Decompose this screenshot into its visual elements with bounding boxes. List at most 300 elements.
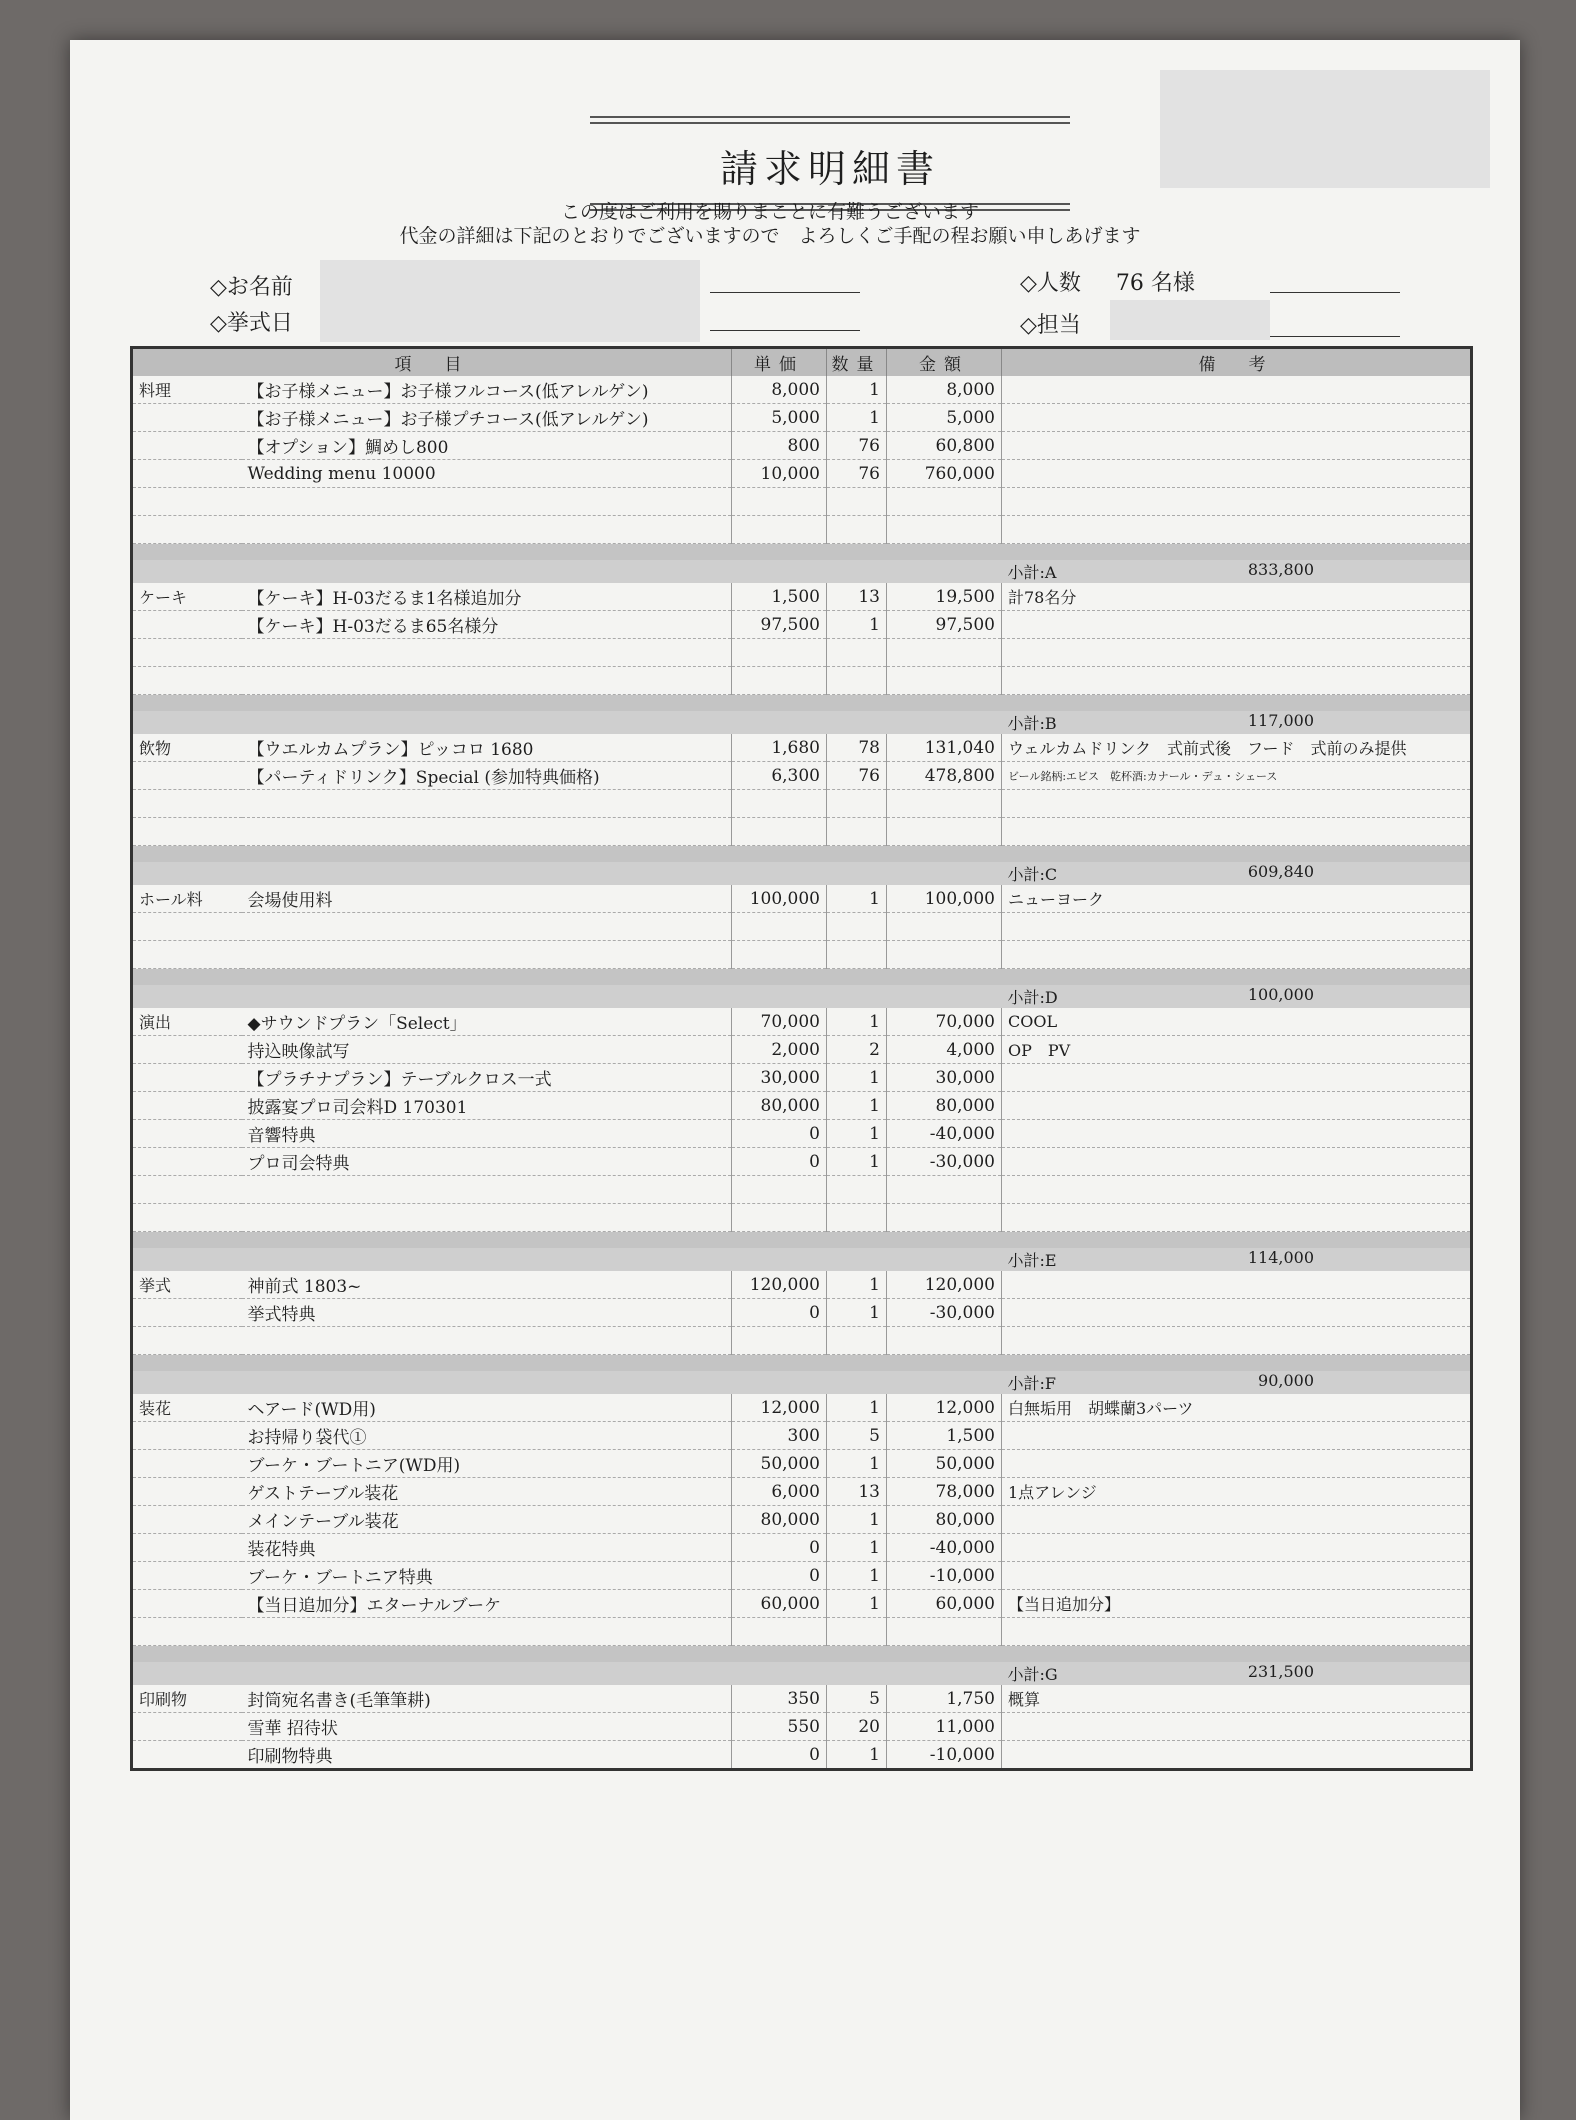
subtotal-value: 609,840 bbox=[1247, 862, 1314, 881]
blank-row bbox=[132, 1176, 1472, 1204]
blank-row bbox=[132, 790, 1472, 818]
row-qty: 1 bbox=[827, 1148, 887, 1176]
row-category bbox=[132, 1064, 242, 1092]
blank-cell bbox=[242, 1327, 732, 1355]
table-row bbox=[132, 611, 1472, 639]
subtotal bbox=[1002, 1371, 1472, 1394]
table-row bbox=[132, 1422, 1472, 1450]
row-qty: 1 bbox=[827, 1562, 887, 1590]
row-item-name: ◆サウンドプラン「Select」 bbox=[242, 1008, 732, 1036]
row-qty: 1 bbox=[827, 1534, 887, 1562]
row-amount: 8,000 bbox=[887, 376, 1002, 404]
row-item-name: 【お子様メニュー】お子様プチコース(低アレルゲン) bbox=[242, 404, 732, 432]
blank-cell bbox=[732, 488, 827, 516]
row-remarks bbox=[1002, 404, 1472, 432]
blank-cell bbox=[132, 818, 242, 846]
row-amount: 1,500 bbox=[887, 1422, 1002, 1450]
subtotal bbox=[1002, 1248, 1472, 1271]
row-category bbox=[132, 404, 242, 432]
blank-cell bbox=[732, 941, 827, 969]
row-qty: 1 bbox=[827, 611, 887, 639]
row-category bbox=[132, 460, 242, 488]
row-amount: 12,000 bbox=[887, 1394, 1002, 1422]
row-qty: 1 bbox=[827, 404, 887, 432]
row-unit-price: 70,000 bbox=[732, 1008, 827, 1036]
blank-cell bbox=[827, 1327, 887, 1355]
table-row bbox=[132, 1148, 1472, 1176]
row-category bbox=[132, 1120, 242, 1148]
row-remarks: OP PV bbox=[1002, 1036, 1472, 1064]
table-row bbox=[132, 734, 1472, 762]
blank-cell bbox=[1002, 818, 1472, 846]
table-row bbox=[132, 1685, 1472, 1713]
blank-cell bbox=[1002, 1204, 1472, 1232]
row-category bbox=[132, 1741, 242, 1770]
row-unit-price: 1,680 bbox=[732, 734, 827, 762]
row-item-name: 【オプション】鯛めし800 bbox=[242, 432, 732, 460]
row-amount: 97,500 bbox=[887, 611, 1002, 639]
blank-cell bbox=[242, 639, 732, 667]
table-row bbox=[132, 1562, 1472, 1590]
section-divider bbox=[132, 695, 1472, 712]
row-item-name: 挙式特典 bbox=[242, 1299, 732, 1327]
blank-cell bbox=[732, 790, 827, 818]
row-amount: 478,800 bbox=[887, 762, 1002, 790]
guest-count-label: ◇人数 76 名様 bbox=[1020, 271, 1195, 296]
subtotal bbox=[1002, 1662, 1472, 1685]
row-remarks: 概算 bbox=[1002, 1685, 1472, 1713]
row-category bbox=[132, 1534, 242, 1562]
blank-cell bbox=[827, 941, 887, 969]
subtotal-pad bbox=[132, 985, 1002, 1008]
row-amount: 5,000 bbox=[887, 404, 1002, 432]
row-qty: 1 bbox=[827, 1506, 887, 1534]
redacted-date bbox=[320, 302, 700, 342]
row-unit-price: 350 bbox=[732, 1685, 827, 1713]
subtotal-row bbox=[132, 1371, 1472, 1394]
row-category: 演出 bbox=[132, 1008, 242, 1036]
row-unit-price: 12,000 bbox=[732, 1394, 827, 1422]
subtotal-value: 833,800 bbox=[1247, 560, 1314, 579]
row-amount: 80,000 bbox=[887, 1506, 1002, 1534]
blank-cell bbox=[242, 516, 732, 544]
blank-cell bbox=[242, 1176, 732, 1204]
section-divider bbox=[132, 1232, 1472, 1249]
row-remarks bbox=[1002, 1450, 1472, 1478]
row-category: 料理 bbox=[132, 376, 242, 404]
name-label: ◇お名前 bbox=[210, 275, 293, 300]
row-item-name: 【ウエルカムプラン】ピッコロ 1680 bbox=[242, 734, 732, 762]
row-category: ケーキ bbox=[132, 583, 242, 611]
row-category bbox=[132, 1713, 242, 1741]
row-unit-price: 100,000 bbox=[732, 885, 827, 913]
row-unit-price: 0 bbox=[732, 1299, 827, 1327]
section-divider bbox=[132, 969, 1472, 986]
row-unit-price: 300 bbox=[732, 1422, 827, 1450]
redacted-box bbox=[1160, 70, 1490, 188]
row-qty: 5 bbox=[827, 1422, 887, 1450]
table-row bbox=[132, 1092, 1472, 1120]
row-category bbox=[132, 1562, 242, 1590]
blank-cell bbox=[242, 913, 732, 941]
row-remarks bbox=[1002, 460, 1472, 488]
blank-cell bbox=[1002, 1327, 1472, 1355]
table-row bbox=[132, 1590, 1472, 1618]
row-category: ホール料 bbox=[132, 885, 242, 913]
subtotal-value: 231,500 bbox=[1247, 1662, 1314, 1681]
row-amount: 120,000 bbox=[887, 1271, 1002, 1299]
blank-cell bbox=[827, 516, 887, 544]
row-amount: 11,000 bbox=[887, 1713, 1002, 1741]
row-unit-price: 0 bbox=[732, 1120, 827, 1148]
row-category: 挙式 bbox=[132, 1271, 242, 1299]
blank-cell bbox=[887, 488, 1002, 516]
subtotal-row bbox=[132, 862, 1472, 885]
table-row bbox=[132, 376, 1472, 404]
row-remarks bbox=[1002, 1422, 1472, 1450]
table-row bbox=[132, 1064, 1472, 1092]
blank-row bbox=[132, 1618, 1472, 1646]
table-row bbox=[132, 432, 1472, 460]
row-item-name: 雪華 招待状 bbox=[242, 1713, 732, 1741]
blank-cell bbox=[242, 667, 732, 695]
divider-band bbox=[132, 695, 1472, 712]
row-amount: -30,000 bbox=[887, 1299, 1002, 1327]
row-category bbox=[132, 1148, 242, 1176]
row-remarks: 1点アレンジ bbox=[1002, 1478, 1472, 1506]
row-amount: 1,750 bbox=[887, 1685, 1002, 1713]
blank-cell bbox=[732, 913, 827, 941]
row-unit-price: 50,000 bbox=[732, 1450, 827, 1478]
table-row bbox=[132, 460, 1472, 488]
row-unit-price: 30,000 bbox=[732, 1064, 827, 1092]
table-row bbox=[132, 1478, 1472, 1506]
blank-row bbox=[132, 516, 1472, 544]
row-unit-price: 2,000 bbox=[732, 1036, 827, 1064]
staff-label: ◇担当 bbox=[1020, 313, 1081, 338]
blank-cell bbox=[827, 1176, 887, 1204]
blank-cell bbox=[887, 516, 1002, 544]
row-remarks bbox=[1002, 1562, 1472, 1590]
row-amount: 70,000 bbox=[887, 1008, 1002, 1036]
blank-cell bbox=[732, 1618, 827, 1646]
blank-cell bbox=[887, 1327, 1002, 1355]
row-remarks bbox=[1002, 1534, 1472, 1562]
blank-cell bbox=[1002, 941, 1472, 969]
blank-cell bbox=[887, 667, 1002, 695]
row-qty: 1 bbox=[827, 1271, 887, 1299]
table-row bbox=[132, 1299, 1472, 1327]
subtotal-label: 小計:B bbox=[1007, 714, 1057, 733]
section-divider bbox=[132, 1646, 1472, 1663]
row-qty: 1 bbox=[827, 1008, 887, 1036]
subtotal-row bbox=[132, 1248, 1472, 1271]
row-category: 装花 bbox=[132, 1394, 242, 1422]
row-category bbox=[132, 762, 242, 790]
row-unit-price: 0 bbox=[732, 1741, 827, 1770]
table-row bbox=[132, 1713, 1472, 1741]
blank-row bbox=[132, 1204, 1472, 1232]
subtotal-pad bbox=[132, 560, 1002, 583]
blank-cell bbox=[132, 1176, 242, 1204]
row-item-name: 音響特典 bbox=[242, 1120, 732, 1148]
table-row bbox=[132, 1271, 1472, 1299]
blank-cell bbox=[887, 1204, 1002, 1232]
table-row bbox=[132, 1741, 1472, 1770]
blank-cell bbox=[132, 639, 242, 667]
row-qty: 20 bbox=[827, 1713, 887, 1741]
section-divider bbox=[132, 544, 1472, 561]
blank-cell bbox=[132, 516, 242, 544]
table-row bbox=[132, 1506, 1472, 1534]
blank-cell bbox=[132, 790, 242, 818]
row-item-name: 【プラチナプラン】テーブルクロス一式 bbox=[242, 1064, 732, 1092]
row-item-name: お持帰り袋代① bbox=[242, 1422, 732, 1450]
row-category: 飲物 bbox=[132, 734, 242, 762]
table-header: 項 目 単価 数量 金額 備 考 bbox=[132, 348, 1472, 377]
row-unit-price: 10,000 bbox=[732, 460, 827, 488]
row-amount: 78,000 bbox=[887, 1478, 1002, 1506]
row-item-name: Wedding menu 10000 bbox=[242, 460, 732, 488]
row-unit-price: 1,500 bbox=[732, 583, 827, 611]
row-qty: 1 bbox=[827, 376, 887, 404]
blank-cell bbox=[132, 913, 242, 941]
row-item-name: ゲストテーブル装花 bbox=[242, 1478, 732, 1506]
invoice-table bbox=[130, 346, 1473, 1771]
blank-cell bbox=[1002, 639, 1472, 667]
subtotal-pad bbox=[132, 862, 1002, 885]
row-qty: 1 bbox=[827, 1064, 887, 1092]
blank-cell bbox=[242, 488, 732, 516]
subtotal-row bbox=[132, 711, 1472, 734]
row-amount: -10,000 bbox=[887, 1562, 1002, 1590]
blank-cell bbox=[887, 941, 1002, 969]
blank-cell bbox=[827, 1618, 887, 1646]
row-qty: 1 bbox=[827, 1092, 887, 1120]
row-unit-price: 5,000 bbox=[732, 404, 827, 432]
row-category bbox=[132, 1036, 242, 1064]
blank-cell bbox=[732, 818, 827, 846]
row-qty: 1 bbox=[827, 1120, 887, 1148]
table-row bbox=[132, 885, 1472, 913]
row-item-name: 【当日追加分】エターナルブーケ bbox=[242, 1590, 732, 1618]
subtotal-row bbox=[132, 560, 1472, 583]
row-qty: 1 bbox=[827, 1394, 887, 1422]
blank-cell bbox=[1002, 1618, 1472, 1646]
blank-row bbox=[132, 941, 1472, 969]
row-amount: 60,000 bbox=[887, 1590, 1002, 1618]
row-category bbox=[132, 1450, 242, 1478]
row-category bbox=[132, 1590, 242, 1618]
row-remarks: ウェルカムドリンク 式前式後 フード 式前のみ提供 bbox=[1002, 734, 1472, 762]
row-item-name: 持込映像試写 bbox=[242, 1036, 732, 1064]
row-remarks bbox=[1002, 376, 1472, 404]
row-item-name: 神前式 1803~ bbox=[242, 1271, 732, 1299]
blank-cell bbox=[827, 488, 887, 516]
row-amount: -10,000 bbox=[887, 1741, 1002, 1770]
row-unit-price: 80,000 bbox=[732, 1506, 827, 1534]
row-unit-price: 550 bbox=[732, 1713, 827, 1741]
greeting-line-1: この度はご利用を賜りまことに有難うございます bbox=[560, 201, 979, 223]
row-item-name: 封筒宛名書き(毛筆筆耕) bbox=[242, 1685, 732, 1713]
blank-cell bbox=[732, 667, 827, 695]
subtotal bbox=[1002, 711, 1472, 734]
row-unit-price: 120,000 bbox=[732, 1271, 827, 1299]
divider-band bbox=[132, 846, 1472, 863]
table-row bbox=[132, 1534, 1472, 1562]
row-item-name: 披露宴プロ司会料D 170301 bbox=[242, 1092, 732, 1120]
row-item-name: ブーケ・ブートニア(WD用) bbox=[242, 1450, 732, 1478]
blank-cell bbox=[887, 790, 1002, 818]
row-unit-price: 6,300 bbox=[732, 762, 827, 790]
row-qty: 13 bbox=[827, 583, 887, 611]
table-row bbox=[132, 1120, 1472, 1148]
row-unit-price: 0 bbox=[732, 1562, 827, 1590]
blank-cell bbox=[1002, 790, 1472, 818]
row-remarks bbox=[1002, 1506, 1472, 1534]
subtotal bbox=[1002, 985, 1472, 1008]
row-item-name: 【ケーキ】H-03だるま65名様分 bbox=[242, 611, 732, 639]
divider-band bbox=[132, 1355, 1472, 1372]
row-amount: 100,000 bbox=[887, 885, 1002, 913]
blank-cell bbox=[887, 1618, 1002, 1646]
blank-cell bbox=[1002, 488, 1472, 516]
greeting bbox=[330, 200, 1210, 248]
row-remarks bbox=[1002, 1299, 1472, 1327]
blank-cell bbox=[827, 790, 887, 818]
row-item-name: 会場使用料 bbox=[242, 885, 732, 913]
row-remarks: ビール銘柄:エビス 乾杯酒:カナール・デュ・シェース bbox=[1002, 762, 1472, 790]
blank-cell bbox=[242, 1618, 732, 1646]
blank-cell bbox=[887, 818, 1002, 846]
blank-row bbox=[132, 1327, 1472, 1355]
row-remarks: ニューヨーク bbox=[1002, 885, 1472, 913]
blank-cell bbox=[132, 1204, 242, 1232]
row-qty: 78 bbox=[827, 734, 887, 762]
row-unit-price: 97,500 bbox=[732, 611, 827, 639]
row-category bbox=[132, 611, 242, 639]
row-qty: 13 bbox=[827, 1478, 887, 1506]
row-category: 印刷物 bbox=[132, 1685, 242, 1713]
row-remarks: COOL bbox=[1002, 1008, 1472, 1036]
subtotal-label: 小計:D bbox=[1007, 988, 1058, 1007]
blank-row bbox=[132, 667, 1472, 695]
row-remarks: 【当日追加分】 bbox=[1002, 1590, 1472, 1618]
blank-cell bbox=[132, 941, 242, 969]
row-item-name: メインテーブル装花 bbox=[242, 1506, 732, 1534]
row-item-name: 装花特典 bbox=[242, 1534, 732, 1562]
row-category bbox=[132, 1422, 242, 1450]
blank-cell bbox=[827, 818, 887, 846]
row-amount: 19,500 bbox=[887, 583, 1002, 611]
blank-cell bbox=[732, 1204, 827, 1232]
row-remarks bbox=[1002, 1148, 1472, 1176]
subtotal-value: 100,000 bbox=[1247, 985, 1314, 1004]
blank-cell bbox=[827, 639, 887, 667]
row-amount: 60,800 bbox=[887, 432, 1002, 460]
row-amount: -30,000 bbox=[887, 1148, 1002, 1176]
subtotal-row bbox=[132, 1662, 1472, 1685]
row-unit-price: 0 bbox=[732, 1148, 827, 1176]
row-remarks: 計78名分 bbox=[1002, 583, 1472, 611]
divider-band bbox=[132, 1646, 1472, 1663]
table-row bbox=[132, 1008, 1472, 1036]
row-category bbox=[132, 1299, 242, 1327]
subtotal-label: 小計:E bbox=[1007, 1251, 1057, 1270]
row-amount: 131,040 bbox=[887, 734, 1002, 762]
blank-row bbox=[132, 818, 1472, 846]
blank-cell bbox=[242, 941, 732, 969]
blank-cell bbox=[242, 1204, 732, 1232]
row-amount: -40,000 bbox=[887, 1120, 1002, 1148]
row-item-name: プロ司会特典 bbox=[242, 1148, 732, 1176]
row-qty: 2 bbox=[827, 1036, 887, 1064]
blank-cell bbox=[132, 1618, 242, 1646]
subtotal-pad bbox=[132, 1371, 1002, 1394]
blank-cell bbox=[1002, 1176, 1472, 1204]
row-remarks bbox=[1002, 611, 1472, 639]
row-qty: 1 bbox=[827, 1450, 887, 1478]
subtotal-label: 小計:C bbox=[1007, 865, 1058, 884]
redacted-staff bbox=[1110, 300, 1270, 340]
greeting-line-2: 代金の詳細は下記のとおりでございますので よろしくご手配の程お願い申しあげます bbox=[399, 225, 1141, 247]
blank-cell bbox=[732, 516, 827, 544]
row-unit-price: 8,000 bbox=[732, 376, 827, 404]
blank-cell bbox=[887, 639, 1002, 667]
blank-cell bbox=[132, 488, 242, 516]
table-row bbox=[132, 1450, 1472, 1478]
blank-cell bbox=[827, 913, 887, 941]
table-row bbox=[132, 762, 1472, 790]
blank-cell bbox=[887, 1176, 1002, 1204]
subtotal-pad bbox=[132, 711, 1002, 734]
blank-cell bbox=[887, 913, 1002, 941]
blank-cell bbox=[132, 1327, 242, 1355]
row-category bbox=[132, 1092, 242, 1120]
blank-cell bbox=[827, 1204, 887, 1232]
blank-row bbox=[132, 639, 1472, 667]
blank-cell bbox=[827, 667, 887, 695]
row-remarks bbox=[1002, 1064, 1472, 1092]
subtotal-label: 小計:A bbox=[1007, 563, 1057, 582]
blank-cell bbox=[132, 667, 242, 695]
redacted-name bbox=[320, 260, 700, 302]
row-qty: 1 bbox=[827, 1741, 887, 1770]
row-remarks bbox=[1002, 1092, 1472, 1120]
blank-cell bbox=[732, 1176, 827, 1204]
section-divider bbox=[132, 1355, 1472, 1372]
row-qty: 5 bbox=[827, 1685, 887, 1713]
divider-band bbox=[132, 969, 1472, 986]
row-unit-price: 0 bbox=[732, 1534, 827, 1562]
blank-cell bbox=[242, 790, 732, 818]
row-unit-price: 60,000 bbox=[732, 1590, 827, 1618]
invoice-sheet bbox=[70, 40, 1520, 2120]
blank-row bbox=[132, 488, 1472, 516]
blank-cell bbox=[732, 1327, 827, 1355]
row-item-name: 【お子様メニュー】お子様フルコース(低アレルゲン) bbox=[242, 376, 732, 404]
row-qty: 1 bbox=[827, 1590, 887, 1618]
row-remarks: 白無垢用 胡蝶蘭3パーツ bbox=[1002, 1394, 1472, 1422]
row-item-name: ブーケ・ブートニア特典 bbox=[242, 1562, 732, 1590]
subtotal-value: 114,000 bbox=[1247, 1248, 1314, 1267]
row-unit-price: 80,000 bbox=[732, 1092, 827, 1120]
subtotal-pad bbox=[132, 1662, 1002, 1685]
row-remarks bbox=[1002, 1120, 1472, 1148]
blank-cell bbox=[1002, 667, 1472, 695]
row-qty: 76 bbox=[827, 432, 887, 460]
row-amount: 760,000 bbox=[887, 460, 1002, 488]
